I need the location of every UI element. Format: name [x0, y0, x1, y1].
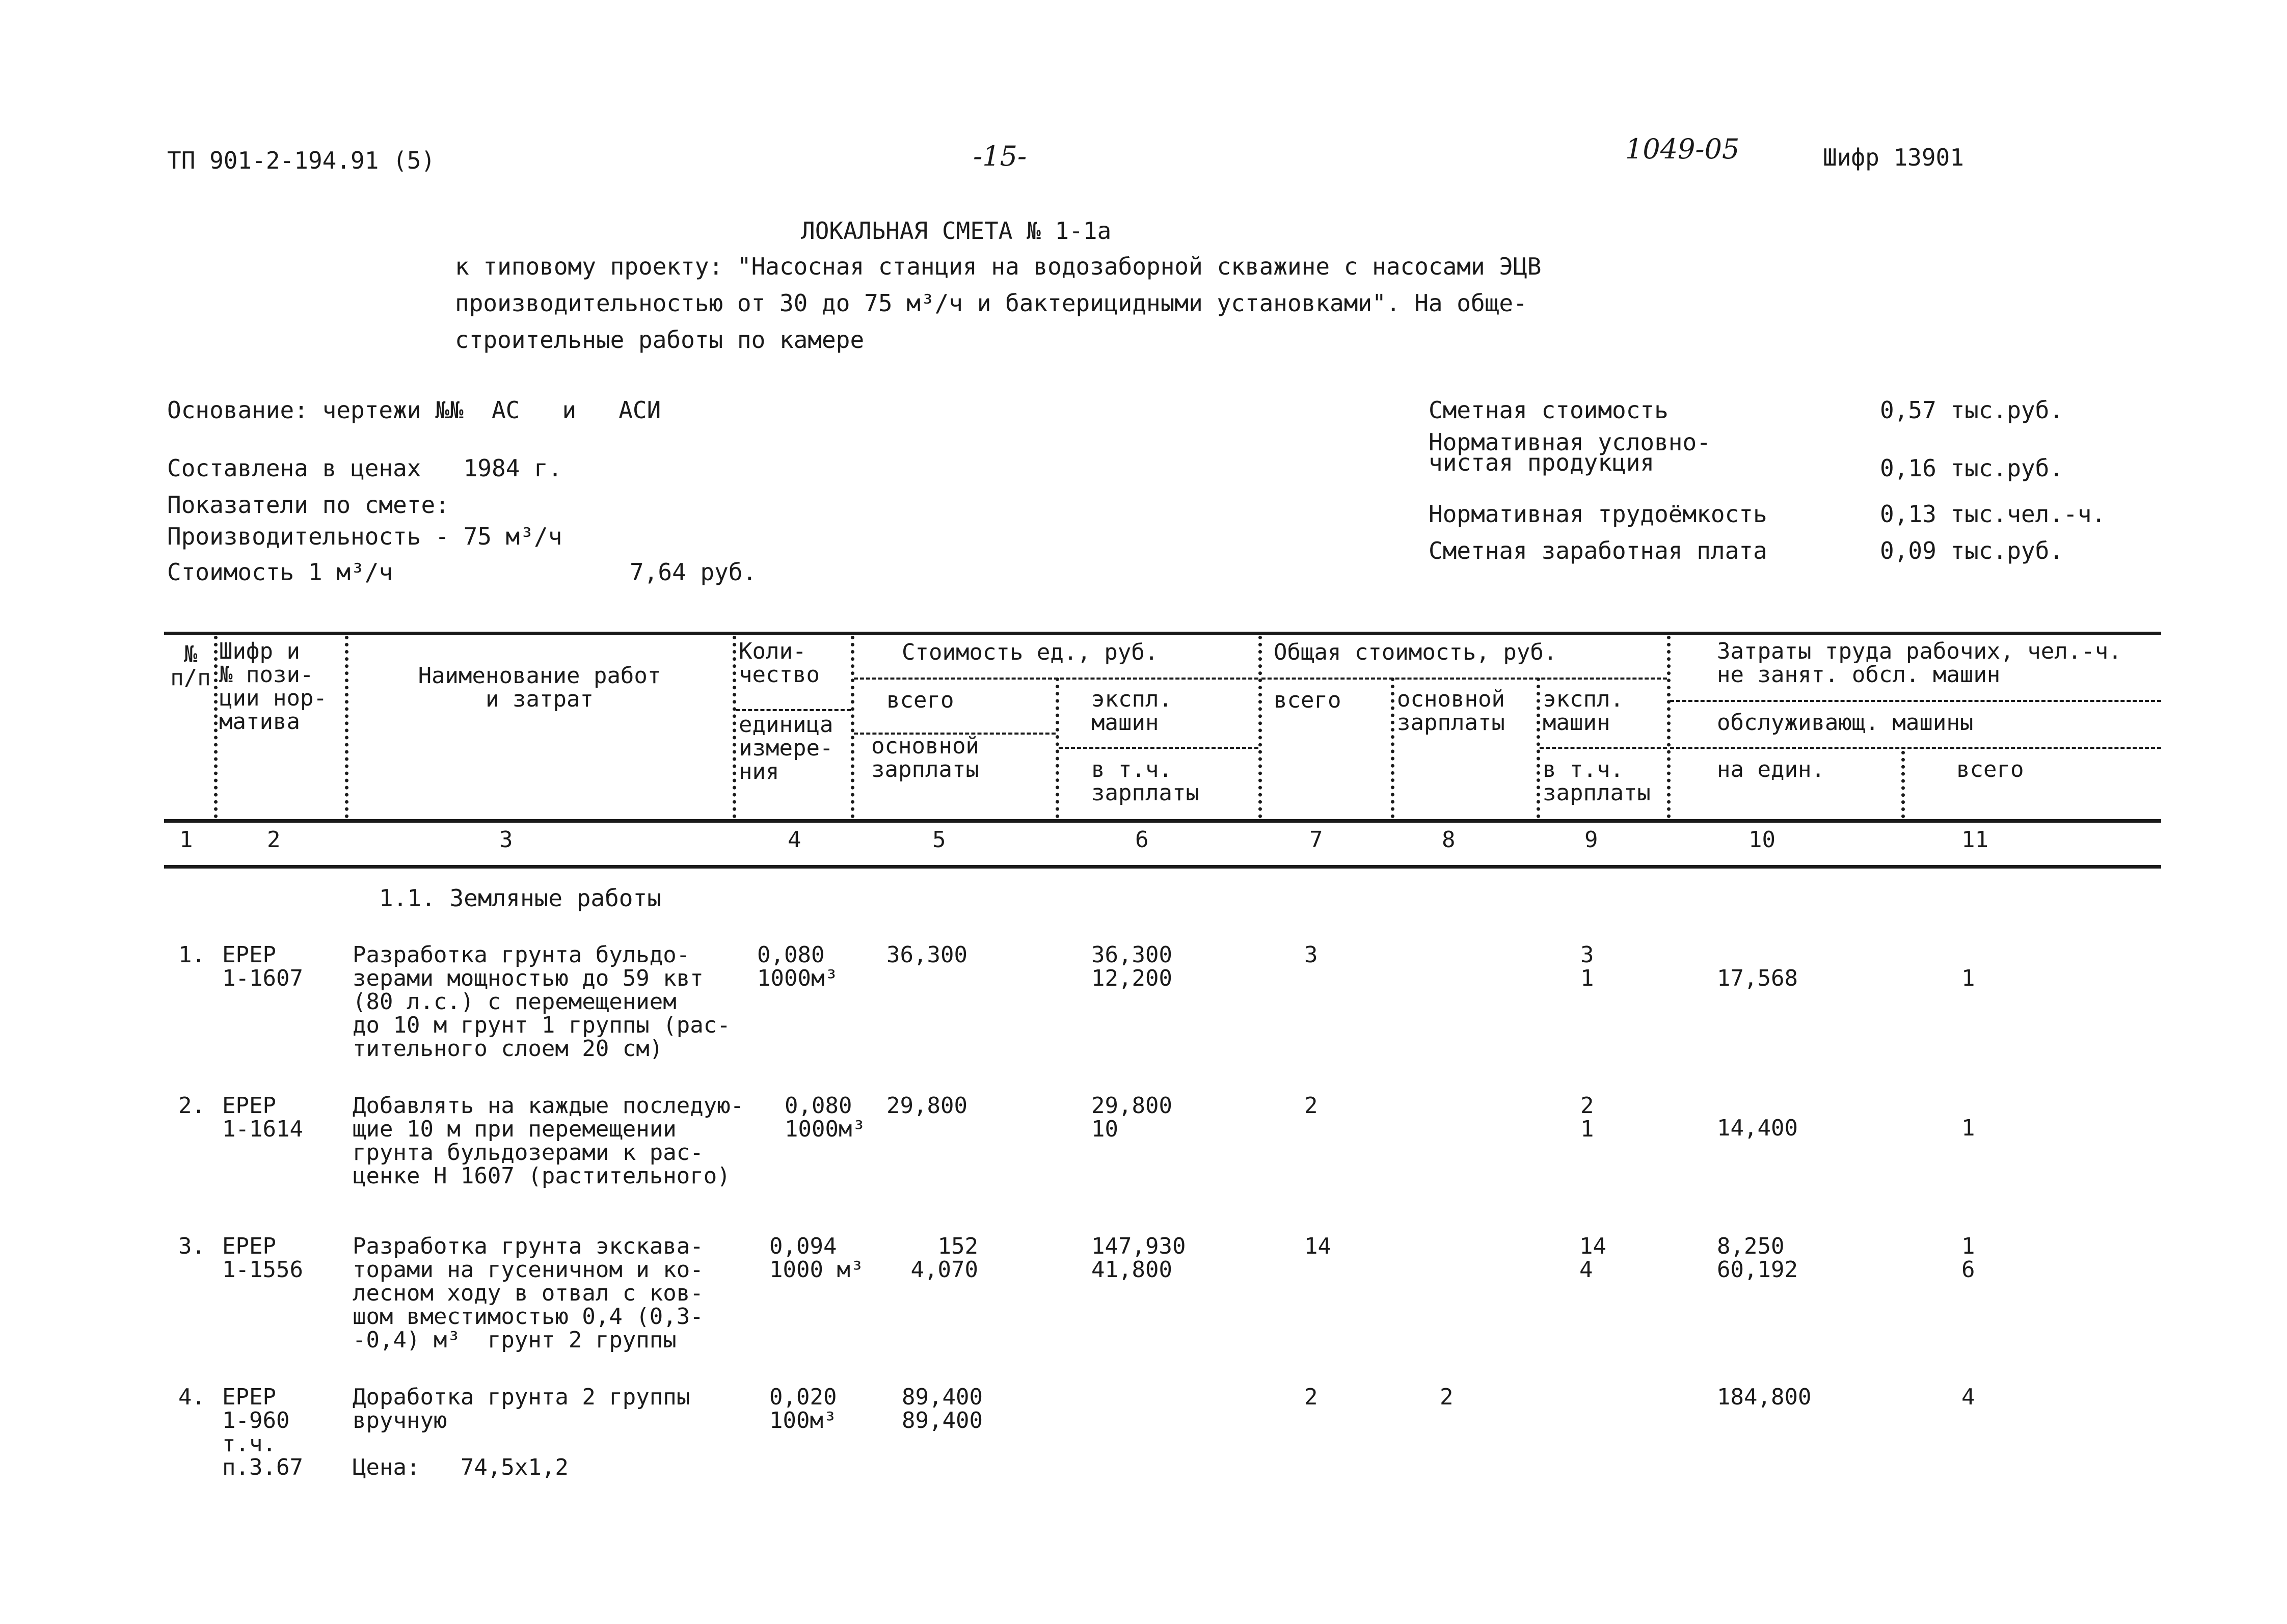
row-1-labor-unit: 17,568: [1717, 965, 1798, 991]
column-number: 3: [499, 827, 513, 853]
header-col-4-quantity: Коли- чество: [739, 638, 820, 688]
header-separator: [851, 636, 854, 818]
row-1-name: Разработка грунта бульдо- зерами мощностью до 59 квт (80 л.с.) с перемещением до 10 м грунт 1 группы (рас- тительного слоем 20 см): [353, 942, 731, 1062]
column-number: 11: [1961, 827, 1988, 853]
row-2-unit-total: 29,800: [886, 1093, 967, 1119]
header-separator: [733, 636, 736, 818]
header-subdivision: [1059, 747, 1258, 749]
column-number: 1: [179, 827, 193, 853]
section-title: 1.1. Земляные работы: [379, 884, 661, 912]
row-4-number: 4.: [178, 1384, 205, 1410]
page-number: -15-: [973, 140, 1027, 172]
header-col-1: № п/п: [170, 641, 211, 691]
row-3-code: ЕРЕР 1-1556: [222, 1233, 303, 1283]
title-line-1: к типовому проекту: "Насосная станция на водозаборной скважине с насосами ЭЦВ: [455, 253, 1542, 280]
handwritten-code: 1049-05: [1625, 133, 1740, 165]
summary-label-wages: Сметная заработная плата: [1429, 537, 1767, 564]
row-4-labor-total: 4: [1961, 1384, 1975, 1410]
indicators-line: Показатели по смете:: [167, 491, 449, 519]
header-col-7: всего: [1274, 687, 1341, 713]
header-subdivision: [736, 709, 851, 711]
header-separator: [1391, 678, 1394, 818]
summary-value-wages: 0,09 тыс.руб.: [1880, 537, 2064, 564]
header-separator: [345, 636, 348, 818]
row-2-number: 2.: [178, 1093, 205, 1119]
header-col-5-wages: основной зарплаты: [871, 733, 979, 782]
header-col-5-total: всего: [886, 687, 954, 713]
row-1-labor-total: 1: [1961, 965, 1975, 991]
header-separator: [1258, 636, 1262, 818]
table-top-rule: [164, 632, 2161, 635]
header-col-3: Наименование работ и затрат: [418, 663, 661, 712]
row-2-total: 2: [1304, 1093, 1318, 1119]
header-col-10: на един.: [1717, 756, 1825, 782]
row-4-labor-unit: 184,800: [1717, 1384, 1812, 1410]
row-1-unit-machines: 36,300 12,200: [1091, 942, 1172, 991]
capacity-line: Производительность - 75 м³/ч: [167, 523, 562, 550]
row-3-unit-total: 152 4,070: [910, 1233, 978, 1283]
row-3-machines: 14 4: [1579, 1233, 1606, 1283]
header-col-4-unit: единица измере- ния: [739, 712, 833, 784]
row-4-wages: 2: [1440, 1384, 1454, 1410]
column-number: 8: [1442, 827, 1456, 853]
row-3-total: 14: [1304, 1233, 1331, 1259]
header-subdivision: [1670, 747, 2161, 749]
row-1-unit-total: 36,300: [886, 942, 967, 968]
row-3-unit-machines: 147,930 41,800: [1091, 1233, 1186, 1283]
row-3-name: Разработка грунта экскава- торами на гусеничном и ко- лесном ходу в отвал с ков- шом вместимостью 0,4 (0,3- -0,4) м³ грунт 2 группы: [353, 1233, 704, 1353]
header-col-6-wages: в т.ч. зарплаты: [1091, 756, 1199, 806]
column-number: 4: [788, 827, 801, 853]
header-labor-subgroup: обслуживающ. машины: [1717, 710, 1974, 736]
summary-label-product: Нормативная условно- чистая продукция: [1429, 428, 1711, 476]
basis-line: Основание: чертежи №№ АС и АСИ: [167, 396, 661, 424]
cipher-code: Шифр 13901: [1823, 144, 1964, 171]
summary-label-labor: Нормативная трудоёмкость: [1429, 500, 1767, 528]
header-total-cost-group: Общая стоимость, руб.: [1274, 639, 1557, 665]
row-3-quantity: 0,094 1000 м³: [769, 1233, 864, 1283]
row-3-number: 3.: [178, 1233, 205, 1259]
header-unit-cost-group: Стоимость ед., руб.: [902, 639, 1159, 665]
row-4-price-note: Цена: 74,5х1,2: [353, 1454, 569, 1480]
row-1-quantity: 0,080 1000м³: [757, 942, 838, 991]
row-3-labor-unit: 8,250 60,192: [1717, 1233, 1798, 1283]
row-1-machines: 3 1: [1580, 942, 1594, 991]
row-2-labor-total: 1: [1961, 1115, 1975, 1141]
row-1-number: 1.: [178, 942, 205, 968]
row-2-labor-unit: 14,400: [1717, 1115, 1798, 1141]
row-4-unit-total: 89,400 89,400: [902, 1384, 983, 1433]
summary-value-labor: 0,13 тыс.чел.-ч.: [1880, 500, 2106, 528]
row-1-code: ЕРЕР 1-1607: [222, 942, 303, 991]
header-col-9-machines: экспл. машин: [1543, 686, 1624, 736]
header-col-8: основной зарплаты: [1397, 686, 1505, 736]
document-code: ТП 901-2-194.91 (5): [167, 147, 436, 174]
header-bottom-rule: [164, 819, 2161, 823]
row-4-code: ЕРЕР 1-960 т.ч. п.3.67: [222, 1384, 303, 1480]
row-2-machines: 2 1: [1580, 1093, 1594, 1142]
summary-label-cost: Сметная стоимость: [1429, 396, 1669, 424]
column-numbers-rule: [164, 865, 2161, 869]
header-subdivision: [854, 678, 1258, 680]
row-2-quantity: 0,080 1000м³: [785, 1093, 866, 1142]
summary-value-product: 0,16 тыс.руб.: [1880, 454, 2064, 482]
column-number: 6: [1135, 827, 1149, 853]
column-number: 5: [932, 827, 946, 853]
row-4-name: Доработка грунта 2 группы вручную: [353, 1384, 690, 1433]
unit-cost-value: 7,64 руб.: [630, 558, 757, 586]
row-3-labor-total: 1 6: [1961, 1233, 1975, 1283]
column-number: 7: [1309, 827, 1323, 853]
column-number: 10: [1748, 827, 1775, 853]
row-2-name: Добавлять на каждые последую- щие 10 м при перемещении грунта бульдозерами к рас- ценке Н 1607 (растительного): [353, 1093, 744, 1189]
estimate-heading: ЛОКАЛЬНАЯ СМЕТА № 1-1а: [801, 217, 1112, 245]
row-2-unit-machines: 29,800 10: [1091, 1093, 1172, 1142]
header-col-11: всего: [1956, 756, 2024, 782]
header-col-6-machines: экспл. машин: [1091, 686, 1172, 736]
header-labor-group: Затраты труда рабочих, чел.-ч. не занят. обсл. машин: [1717, 638, 2122, 688]
header-subdivision: [1540, 747, 1667, 749]
title-line-2: производительностью от 30 до 75 м³/ч и бактерицидными установками". На обще-: [455, 289, 1527, 317]
header-separator: [1667, 636, 1671, 818]
row-1-total: 3: [1304, 942, 1318, 968]
row-4-quantity: 0,020 100м³: [769, 1384, 837, 1433]
row-4-total: 2: [1304, 1384, 1318, 1410]
row-2-code: ЕРЕР 1-1614: [222, 1093, 303, 1142]
prices-line: Составлена в ценах 1984 г.: [167, 454, 562, 482]
header-separator: [1901, 751, 1905, 818]
column-number: 2: [267, 827, 281, 853]
header-col-9-wages: в т.ч. зарплаты: [1543, 756, 1651, 806]
header-subdivision: [1261, 678, 1667, 680]
summary-value-cost: 0,57 тыс.руб.: [1880, 396, 2064, 424]
unit-cost-label: Стоимость 1 м³/ч: [167, 558, 393, 586]
header-subdivision: [1670, 700, 2161, 702]
title-line-3: строительные работы по камере: [455, 326, 865, 354]
column-number: 9: [1584, 827, 1598, 853]
header-col-2: Шифр и № пози- ции нор- матива: [219, 638, 327, 735]
